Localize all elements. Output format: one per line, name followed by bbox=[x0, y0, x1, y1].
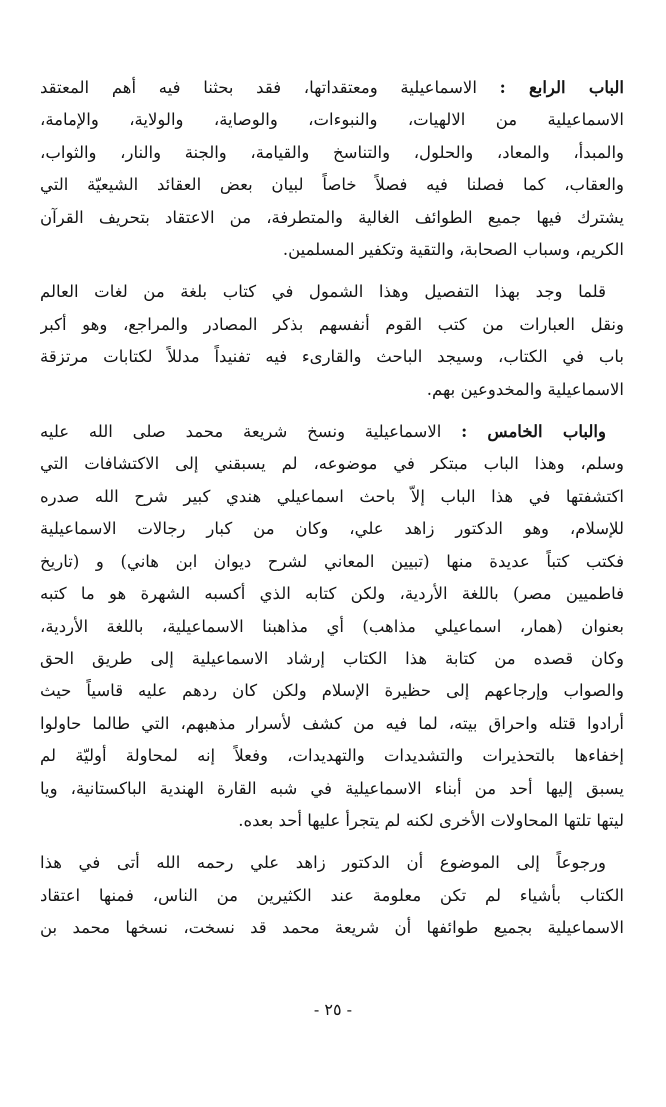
text-span: الاسماعيلية ونسخ شريعة محمد صلى الله عليه bbox=[40, 422, 442, 442]
text-line: ورجوعاً إلى الموضوع أن الدكتور زاهد علي رحمه الله أتى في هذا bbox=[40, 853, 606, 873]
text-line: والصواب وإرجاعهم إلى حظيرة الإسلام ولكن كان ردهم عليه قاسياً حيث bbox=[40, 681, 624, 701]
text-line: الاسماعيلية والمخدوعين بهم. bbox=[426, 379, 624, 399]
text-line: قلما وجد بهذا التفصيل وهذا الشمول في كتاب بلغة من لغات العالم bbox=[40, 282, 606, 302]
text-line: إخفاءها بالتحذيرات والتشديدات والتهديدات، وفعلاً إنه لمحاولة أوليّة لم bbox=[40, 746, 624, 766]
text-line: للإسلام، وهو الدكتور زاهد علي، وكان من كبار رجالات الاسماعيلية bbox=[40, 519, 624, 539]
text-line: يشترك فيها جميع الطوائف الغالية والمتطرفة، من الاعتقاد بتحريف القرآن bbox=[40, 207, 624, 227]
paragraph-return bbox=[40, 847, 624, 944]
text-span: الاسماعيلية ومعتقداتها، فقد بحثنا فيه أهم المعتقد bbox=[40, 78, 477, 97]
paragraph-chapter-four bbox=[40, 72, 624, 266]
text-line: بعنوان (همار، اسماعيلي مذاهب) أي مذاهبنا الاسماعيلية، باللغة الأردية، bbox=[40, 616, 624, 636]
text-line: باب في الكتاب، وسيجد الباحث والقارىء فيه تفنيداً مدللاً لكتابات مرتزقة bbox=[40, 347, 624, 367]
text-line: والمبدأ، والمعاد، والحلول، والتناسخ والقيامة، والجنة والنار، والثواب، bbox=[40, 142, 624, 162]
text-line: ونقل العبارات من كتب القوم أنفسهم بذكر المصادر والمراجع، وهو أكبر bbox=[40, 314, 624, 334]
text-line: أرادوا قتله واحراق بيته، لما فيه من كشف لأسرار مذهبهم، التي طالما حاولوا bbox=[40, 713, 624, 733]
page-body bbox=[40, 72, 624, 945]
text-line: يسبق إليها أحد من أبناء الاسماعيلية في شبه القارة الهندية الباكستانية، ويا bbox=[40, 778, 624, 798]
text-line: وكان قصده من كتابة هذا الكتاب إرشاد الاسماعيلية إلى طريق الحق bbox=[40, 648, 624, 668]
text-line: فكتب كتباً عديدة منها (تبيين المعاني لشرح ديوان ابن هاني) و (تاريخ bbox=[40, 551, 624, 571]
text-line: الكتاب بأشياء لم تكن معلومة عند الكثيرين من الناس، فمنها اعتقاد bbox=[40, 885, 624, 905]
paragraph-detail bbox=[40, 276, 624, 406]
text-line: والعقاب، كما فصلنا فيه فصلاً خاصاً لبيان بعض العقائد الشيعيّة التي bbox=[40, 175, 624, 195]
text-line: ليتها تلتها المحاولات الأخرى لكنه لم يتجرأ عليها أحد بعده. bbox=[238, 810, 624, 830]
page-number: - ٢٥ - bbox=[313, 1000, 353, 1019]
text-line: فاطميين مصر) باللغة الأردية، ولكن كتابه الذي أكسبه الشهرة هو ما كتبه bbox=[40, 584, 624, 604]
text-line bbox=[40, 72, 624, 104]
text-line: الاسماعيلية من الالهيات، والنبوءات، والوصاية، والولاية، والإمامة، bbox=[40, 110, 624, 130]
text-line: الكريم، وسباب الصحابة، والتقية وتكفير المسلمين. bbox=[282, 240, 624, 260]
text-line: وسلم، وهذا الباب مبتكر في موضوعه، لم يسبقني إلى الاكتشافات التي bbox=[40, 454, 624, 474]
text-line: الاسماعيلية بجميع طوائفها أن شريعة محمد قد نسخت، نسخها محمد بن bbox=[40, 918, 624, 938]
chapter-heading: الباب الرابع : bbox=[499, 78, 624, 97]
text-line: اكتشفتها في هذا الباب إلاّ باحث اسماعيلي هندي كبير شرح الله صدره bbox=[40, 486, 624, 506]
paragraph-chapter-five bbox=[40, 416, 624, 837]
text-line bbox=[40, 416, 624, 448]
chapter-heading: والباب الخامس : bbox=[461, 422, 606, 442]
